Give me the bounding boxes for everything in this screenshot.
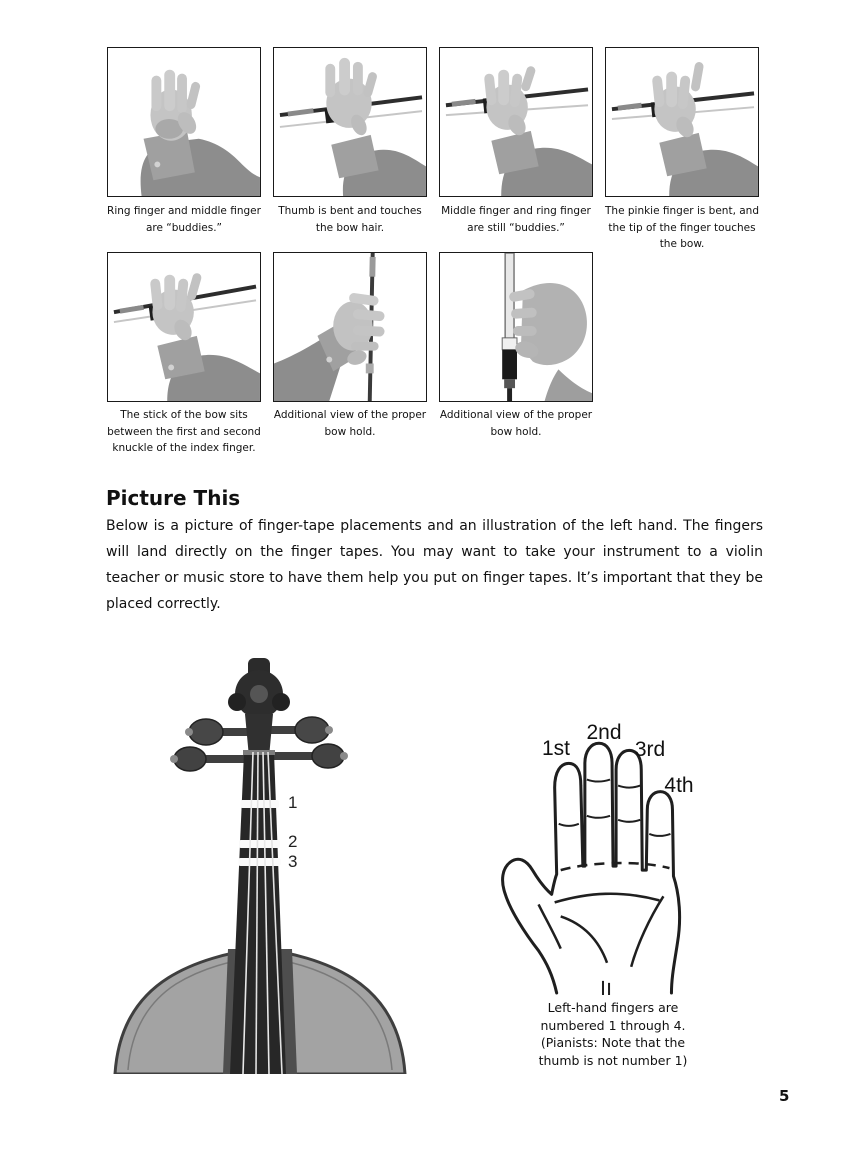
finger-label-2nd: 2nd <box>586 721 622 744</box>
photo-bow-hold-view1 <box>273 252 427 402</box>
hand-caption-line-1: Left-hand fingers are <box>547 1000 679 1015</box>
section-heading: Picture This <box>106 486 241 510</box>
pinkie-bent-photo <box>606 48 758 196</box>
thumb-on-bow-hair-photo <box>274 48 426 196</box>
photo-caption-5: The stick of the bow sits between the first and second knuckle of the index finger. <box>107 409 261 454</box>
photo-caption-4: The pinkie finger is bent, and the tip of the finger touches the bow. <box>605 205 759 250</box>
finger-label-3rd: 3rd <box>634 738 666 761</box>
vertical-frog-view-photo <box>440 253 592 401</box>
tape-label-2: 2 <box>288 832 298 851</box>
finger-label-1st: 1st <box>541 737 570 760</box>
hand-no-bow-photo <box>108 48 260 196</box>
stick-on-knuckle-photo <box>108 253 260 401</box>
photo-bow-hold-step3 <box>439 47 593 197</box>
hand-figure-caption <box>513 999 713 1069</box>
photo-bow-hold-step1 <box>107 47 261 197</box>
vertical-bow-view-photo <box>274 253 426 401</box>
photo-bow-hold-step4 <box>605 47 759 197</box>
finger-label-4th: 4th <box>664 774 694 797</box>
fingers-over-bow-photo <box>440 48 592 196</box>
hand-outline-drawing <box>498 703 710 995</box>
photo-bow-hold-step5 <box>107 252 261 402</box>
photo-caption-6: Additional view of the proper bow hold. <box>273 409 427 438</box>
violin-neck-photo <box>110 656 410 1074</box>
section-body-text: Below is a picture of finger-tape placements and an illustration of the left hand. The fingers will land directly on the finger tapes. You may want to take your instrument to a violin teacher or music store to have them help you put on finger tapes. It’s important that they be placed correctly. <box>106 518 763 612</box>
hand-caption-line-2: numbered 1 through 4. <box>540 1017 686 1033</box>
tape-label-3: 3 <box>288 852 298 871</box>
hand-caption-line-3: (Pianists: Note that the <box>540 1035 686 1050</box>
photo-bow-hold-step2 <box>273 47 427 197</box>
violin-finger-tape-figure <box>110 656 410 1074</box>
page-number: 5 <box>779 1087 790 1105</box>
photo-caption-7: Additional view of the proper bow hold. <box>439 409 593 438</box>
photo-caption-3: Middle finger and ring finger are still “buddies.” <box>441 205 591 234</box>
hand-caption-line-4: thumb is not number 1) <box>538 1052 688 1068</box>
photo-bow-hold-view2 <box>439 252 593 402</box>
left-hand-illustration <box>498 703 710 995</box>
photo-caption-2: Thumb is bent and touches the bow hair. <box>278 205 422 234</box>
photo-caption-1: Ring finger and middle finger are “buddies.” <box>107 205 261 234</box>
tape-label-1: 1 <box>288 793 298 812</box>
